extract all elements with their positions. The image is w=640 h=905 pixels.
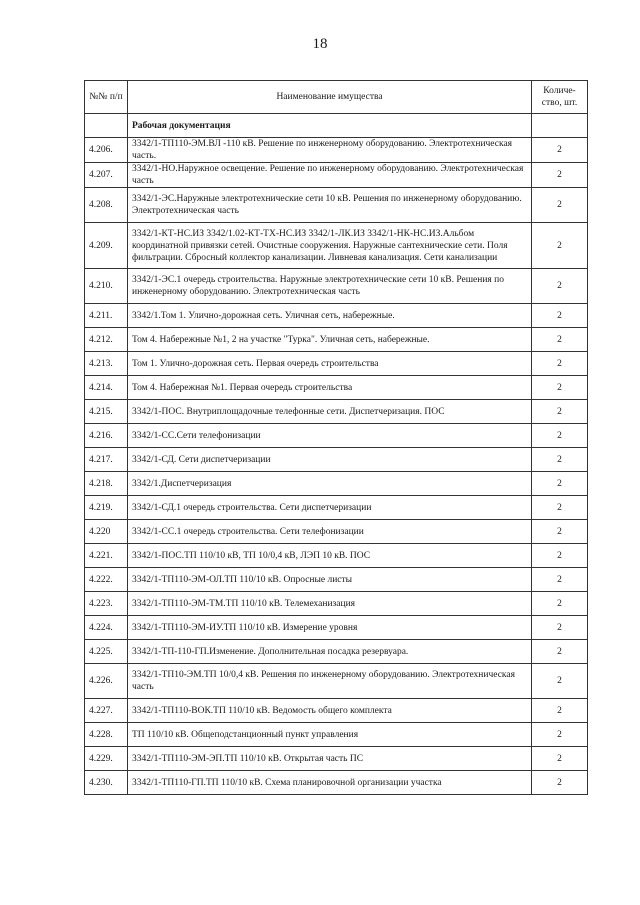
row-name: 3342/1-СС.Сети телефонизации bbox=[128, 424, 532, 448]
table-row bbox=[85, 771, 588, 795]
table-row bbox=[85, 448, 588, 472]
row-name: 3342/1-ТП10-ЭМ.ТП 10/0,4 кВ. Решения по инженерному оборудованию. Электротехническая часть bbox=[128, 664, 532, 699]
row-name: 3342/1-ТП110-ЭМ-ОЛ.ТП 110/10 кВ. Опросные листы bbox=[128, 568, 532, 592]
column-header-name: Наименование имущества bbox=[128, 81, 532, 114]
row-quantity: 2 bbox=[532, 328, 588, 352]
row-number: 4.225. bbox=[85, 640, 128, 664]
row-quantity: 2 bbox=[532, 424, 588, 448]
row-name: 3342/1.Диспетчеризация bbox=[128, 472, 532, 496]
table-row bbox=[85, 269, 588, 304]
row-number: 4.230. bbox=[85, 771, 128, 795]
section-title: Рабочая документация bbox=[128, 114, 532, 138]
row-number: 4.226. bbox=[85, 664, 128, 699]
table-row bbox=[85, 699, 588, 723]
row-name: 3342/1-СС.1 очередь строительства. Сети телефонизации bbox=[128, 520, 532, 544]
row-number: 4.208. bbox=[85, 188, 128, 223]
section-row bbox=[85, 114, 588, 138]
table-row bbox=[85, 472, 588, 496]
row-number: 4.214. bbox=[85, 376, 128, 400]
row-name: 3342/1-ТП110-ГП.ТП 110/10 кВ. Схема планировочной организации участка bbox=[128, 771, 532, 795]
table-row bbox=[85, 328, 588, 352]
row-name: 3342/1-ТП-110-ГП.Изменение. Дополнительная посадка резервуара. bbox=[128, 640, 532, 664]
row-name: 3342/1-ТП110-ЭМ-ТМ.ТП 110/10 кВ. Телемеханизация bbox=[128, 592, 532, 616]
row-name: 3342/1-ПОС. Внутриплощадочные телефонные сети. Диспетчеризация. ПОС bbox=[128, 400, 532, 424]
row-quantity: 2 bbox=[532, 771, 588, 795]
row-name: 3342/1-ТП110-ЭМ-ИУ.ТП 110/10 кВ. Измерение уровня bbox=[128, 616, 532, 640]
table-row bbox=[85, 723, 588, 747]
row-name: 3342/1-СД. Сети диспетчеризации bbox=[128, 448, 532, 472]
table-row bbox=[85, 496, 588, 520]
row-name: 3342/1-НО.Наружное освещение. Решение по инженерному оборудованию. Электротехническая часть bbox=[128, 163, 532, 188]
table-row bbox=[85, 747, 588, 771]
row-name: 3342/1-ЭС.Наружные электротехнические сети 10 кВ. Решения по инженерному оборудованию. Электротехническая часть bbox=[128, 188, 532, 223]
row-number: 4.223. bbox=[85, 592, 128, 616]
row-quantity: 2 bbox=[532, 699, 588, 723]
table-row bbox=[85, 664, 588, 699]
row-quantity: 2 bbox=[532, 747, 588, 771]
table-row bbox=[85, 568, 588, 592]
table-row bbox=[85, 640, 588, 664]
row-number: 4.228. bbox=[85, 723, 128, 747]
row-name: 3342/1-ТП110-ЭМ.ВЛ -110 кВ. Решение по инженерному оборудованию. Электротехническая часть. bbox=[128, 138, 532, 163]
row-number: 4.227. bbox=[85, 699, 128, 723]
row-quantity: 2 bbox=[532, 138, 588, 163]
row-quantity: 2 bbox=[532, 376, 588, 400]
row-number: 4.206. bbox=[85, 138, 128, 163]
row-number: 4.212. bbox=[85, 328, 128, 352]
row-quantity: 2 bbox=[532, 304, 588, 328]
row-number: 4.216. bbox=[85, 424, 128, 448]
table-row bbox=[85, 616, 588, 640]
table-row bbox=[85, 223, 588, 269]
table-row bbox=[85, 163, 588, 188]
column-header-number: №№ п/п bbox=[85, 81, 128, 114]
row-quantity: 2 bbox=[532, 496, 588, 520]
row-quantity: 2 bbox=[532, 472, 588, 496]
table-row bbox=[85, 188, 588, 223]
row-name: Том 1. Улично-дорожная сеть. Первая очередь строительства bbox=[128, 352, 532, 376]
page-number: 18 bbox=[312, 36, 328, 52]
row-name: Том 4. Набережная №1. Первая очередь строительства bbox=[128, 376, 532, 400]
row-quantity: 2 bbox=[532, 664, 588, 699]
row-name: Том 4. Набережные №1, 2 на участке "Турка". Уличная сеть, набережные. bbox=[128, 328, 532, 352]
row-name: 3342/1-ТП110-ВОК.ТП 110/10 кВ. Ведомость общего комплекта bbox=[128, 699, 532, 723]
row-number: 4.217. bbox=[85, 448, 128, 472]
row-number: 4.211. bbox=[85, 304, 128, 328]
row-number: 4.213. bbox=[85, 352, 128, 376]
row-name: 3342/1.Том 1. Улично-дорожная сеть. Уличная сеть, набережные. bbox=[128, 304, 532, 328]
row-number: 4.210. bbox=[85, 269, 128, 304]
table-row bbox=[85, 400, 588, 424]
row-number: 4.207. bbox=[85, 163, 128, 188]
row-name: 3342/1-ТП110-ЭМ-ЭП.ТП 110/10 кВ. Открытая часть ПС bbox=[128, 747, 532, 771]
table-row bbox=[85, 352, 588, 376]
row-number: 4.221. bbox=[85, 544, 128, 568]
row-quantity: 2 bbox=[532, 544, 588, 568]
row-name: 3342/1-ПОС.ТП 110/10 кВ, ТП 10/0,4 кВ, ЛЭП 10 кВ. ПОС bbox=[128, 544, 532, 568]
section-quantity-cell bbox=[532, 114, 588, 138]
row-name: ТП 110/10 кВ. Общеподстанционный пункт управления bbox=[128, 723, 532, 747]
row-quantity: 2 bbox=[532, 400, 588, 424]
table-header-row bbox=[85, 81, 588, 114]
section-number-cell bbox=[85, 114, 128, 138]
row-number: 4.209. bbox=[85, 223, 128, 269]
row-number: 4.222. bbox=[85, 568, 128, 592]
table-row bbox=[85, 520, 588, 544]
row-quantity: 2 bbox=[532, 616, 588, 640]
row-quantity: 2 bbox=[532, 592, 588, 616]
row-number: 4.220 bbox=[85, 520, 128, 544]
table-row bbox=[85, 592, 588, 616]
table-row bbox=[85, 424, 588, 448]
row-number: 4.218. bbox=[85, 472, 128, 496]
row-quantity: 2 bbox=[532, 448, 588, 472]
property-table bbox=[84, 80, 588, 795]
table-row bbox=[85, 304, 588, 328]
row-number: 4.224. bbox=[85, 616, 128, 640]
row-name: 3342/1-ЭС.1 очередь строительства. Наружные электротехнические сети 10 кВ. Решения по инженерному оборудованию. Электротехническая часть bbox=[128, 269, 532, 304]
row-number: 4.219. bbox=[85, 496, 128, 520]
row-quantity: 2 bbox=[532, 188, 588, 223]
row-quantity: 2 bbox=[532, 352, 588, 376]
table-row bbox=[85, 138, 588, 163]
table-row bbox=[85, 544, 588, 568]
row-quantity: 2 bbox=[532, 520, 588, 544]
row-number: 4.229. bbox=[85, 747, 128, 771]
row-name: 3342/1-КТ-НС.ИЗ 3342/1.02-КТ-ТХ-НС.ИЗ 3342/1-ЛК.ИЗ 3342/1-НК-НС.ИЗ.Альбом координатной привязки сетей. Очистные сооружения. Наружные сантехнические сети. Поля фильтрации. Сбросный коллектор канализации. Ливневая канализация. Сети канализации bbox=[128, 223, 532, 269]
row-name: 3342/1-СД.1 очередь строительства. Сети диспетчеризации bbox=[128, 496, 532, 520]
row-quantity: 2 bbox=[532, 568, 588, 592]
row-quantity: 2 bbox=[532, 269, 588, 304]
row-quantity: 2 bbox=[532, 223, 588, 269]
column-header-quantity: Количе- ство, шт. bbox=[532, 81, 588, 114]
table-row bbox=[85, 376, 588, 400]
row-quantity: 2 bbox=[532, 640, 588, 664]
row-number: 4.215. bbox=[85, 400, 128, 424]
row-quantity: 2 bbox=[532, 163, 588, 188]
row-quantity: 2 bbox=[532, 723, 588, 747]
